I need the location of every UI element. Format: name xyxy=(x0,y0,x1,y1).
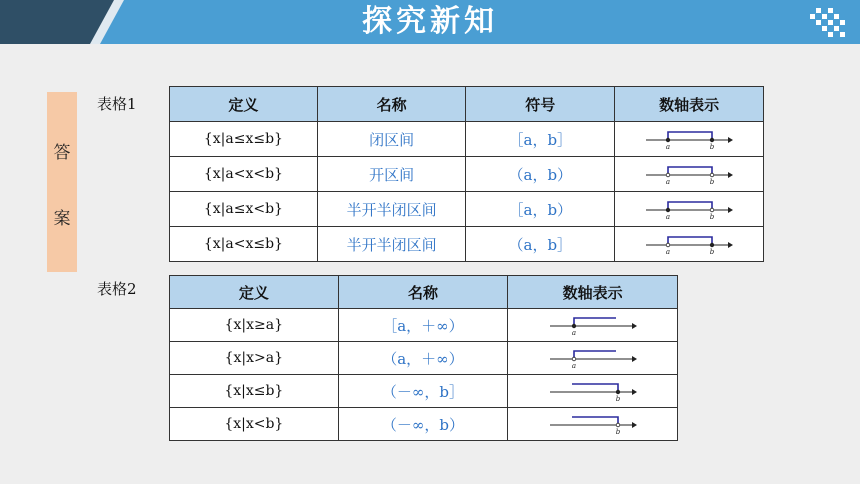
name-cell: 开区间 xyxy=(317,157,466,192)
name-cell: 闭区间 xyxy=(317,122,466,157)
endpoint-marker xyxy=(666,243,670,247)
definition-cell: {x|a≤x≤b} xyxy=(170,122,318,157)
symbol-cell: ［a，b］ xyxy=(466,122,615,157)
name-cell: （a，＋∞） xyxy=(338,342,508,375)
number-line-cell xyxy=(615,122,764,157)
endpoint-marker xyxy=(710,208,714,212)
endpoint-label: a xyxy=(665,178,671,186)
endpoint-marker xyxy=(616,390,620,394)
endpoint-label: b xyxy=(615,395,620,403)
table-row xyxy=(170,342,678,375)
definition-cell: {x|a≤x<b} xyxy=(170,192,318,227)
table-row xyxy=(170,227,764,262)
symbol-cell: ［a，b） xyxy=(466,192,615,227)
definition-cell: {x|x<b} xyxy=(170,408,339,441)
number-line-cell xyxy=(508,408,678,441)
header-cell: 定义 xyxy=(170,87,318,122)
page-title: 探究新知 xyxy=(362,4,498,39)
name-cell: ［a，＋∞） xyxy=(338,309,508,342)
table2-caption: 表格2 xyxy=(97,280,137,298)
number-line-cell xyxy=(508,309,678,342)
number-line-bg xyxy=(548,379,638,403)
pixel-grid-icon xyxy=(806,8,846,38)
table-row xyxy=(170,192,764,227)
table-row xyxy=(170,122,764,157)
endpoint-marker xyxy=(666,173,670,177)
header-cell: 数轴表示 xyxy=(508,276,678,309)
number-line-bg xyxy=(644,232,734,256)
endpoint-label: b xyxy=(709,143,715,151)
definition-cell: {x|a<x≤b} xyxy=(170,227,318,262)
endpoint-label: b xyxy=(709,178,715,186)
number-line xyxy=(548,379,638,403)
endpoint-label: a xyxy=(571,362,576,370)
header-cell: 数轴表示 xyxy=(615,87,764,122)
definition-cell: {x|a<x<b} xyxy=(170,157,318,192)
number-line-bg xyxy=(644,127,734,151)
definition-cell: {x|x≥a} xyxy=(170,309,339,342)
endpoint-label: b xyxy=(709,213,715,221)
endpoint-marker xyxy=(710,243,714,247)
table-row xyxy=(170,157,764,192)
definition-cell: {x|x>a} xyxy=(170,342,339,375)
number-line-cell xyxy=(508,375,678,408)
endpoint-label: a xyxy=(571,329,576,337)
interval-table-1 xyxy=(169,86,764,262)
number-line xyxy=(644,232,734,256)
name-cell: （－∞，b］ xyxy=(338,375,508,408)
endpoint-marker xyxy=(572,357,576,361)
table-row xyxy=(170,375,678,408)
endpoint-label: a xyxy=(665,248,671,256)
number-line-bg xyxy=(548,346,638,370)
number-line xyxy=(548,412,638,436)
endpoint-marker xyxy=(616,423,620,427)
number-line-bg xyxy=(548,412,638,436)
header-cell: 符号 xyxy=(466,87,615,122)
endpoint-label: a xyxy=(665,143,671,151)
table-header-row xyxy=(170,276,678,309)
endpoint-marker xyxy=(710,173,714,177)
interval-table-2 xyxy=(169,275,678,441)
endpoint-label: b xyxy=(709,248,715,256)
endpoint-marker xyxy=(666,208,670,212)
number-line-bg xyxy=(644,197,734,221)
number-line-cell xyxy=(615,192,764,227)
answer-char-2: 案 xyxy=(53,209,71,229)
number-line-cell xyxy=(615,227,764,262)
number-line-bg xyxy=(644,162,734,186)
name-cell: （－∞，b） xyxy=(338,408,508,441)
table1-caption: 表格1 xyxy=(97,95,137,113)
answer-box xyxy=(47,92,77,272)
number-line-cell xyxy=(615,157,764,192)
name-cell: 半开半闭区间 xyxy=(317,227,466,262)
endpoint-marker xyxy=(572,324,576,328)
header-cell: 名称 xyxy=(317,87,466,122)
definition-cell: {x|x≤b} xyxy=(170,375,339,408)
header-cell: 定义 xyxy=(170,276,339,309)
header-cell: 名称 xyxy=(338,276,508,309)
table-row xyxy=(170,309,678,342)
number-line xyxy=(644,197,734,221)
number-line xyxy=(548,346,638,370)
number-line xyxy=(548,313,638,337)
endpoint-label: a xyxy=(665,213,671,221)
name-cell: 半开半闭区间 xyxy=(317,192,466,227)
symbol-cell: （a，b） xyxy=(466,157,615,192)
symbol-cell: （a，b］ xyxy=(466,227,615,262)
endpoint-marker xyxy=(666,138,670,142)
endpoint-marker xyxy=(710,138,714,142)
number-line xyxy=(644,162,734,186)
number-line xyxy=(644,127,734,151)
number-line-cell xyxy=(508,342,678,375)
endpoint-label: b xyxy=(615,428,620,436)
number-line-bg xyxy=(548,313,638,337)
table-row xyxy=(170,408,678,441)
table-header-row xyxy=(170,87,764,122)
answer-char-1: 答 xyxy=(53,143,71,163)
